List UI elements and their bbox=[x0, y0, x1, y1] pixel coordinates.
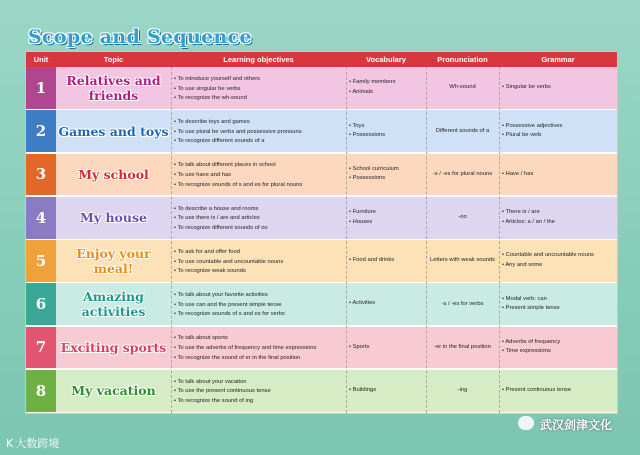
unit-number: 4 bbox=[26, 197, 56, 239]
objectives-item: • To use have and has bbox=[174, 172, 232, 179]
table-row bbox=[26, 154, 617, 196]
unit-number: 6 bbox=[26, 283, 56, 325]
objectives-item: • To describe a house and rooms bbox=[174, 205, 259, 212]
objectives-item: • To use countable and uncountable nouns bbox=[174, 258, 284, 265]
unit-number: 2 bbox=[26, 110, 56, 152]
objectives-item: • To introduce yourself and others bbox=[174, 75, 261, 82]
table-row bbox=[26, 327, 617, 369]
learning-objectives bbox=[171, 154, 346, 196]
objectives-item: • To use the present continuous tense bbox=[174, 388, 271, 395]
header-vocabulary: Vocabulary bbox=[366, 55, 406, 64]
objectives-item: • To recognize the sound of ing bbox=[174, 397, 254, 404]
grammar-item: • Any and some bbox=[502, 261, 543, 268]
table-row bbox=[26, 110, 617, 152]
vocabulary-item: • Toys bbox=[349, 122, 365, 129]
header-pronunciation: Pronunciation bbox=[437, 55, 488, 64]
grammar-item: • Plural be verb bbox=[502, 132, 542, 139]
pronunciation: Wh-sound bbox=[449, 84, 476, 91]
objectives-item: • To talk about different places in school bbox=[174, 162, 276, 169]
vocabulary-item: • Food and drinks bbox=[349, 257, 395, 264]
unit-topic: My house bbox=[80, 210, 147, 226]
table-row bbox=[26, 197, 617, 239]
objectives-item: • To use can and the present simple tense bbox=[174, 301, 282, 308]
column-divider bbox=[171, 67, 172, 413]
grammar-item: • Possessive adjectives bbox=[502, 122, 563, 129]
vocabulary-item: • School curriculum bbox=[349, 165, 399, 172]
learning-objectives bbox=[171, 370, 346, 412]
table-row bbox=[26, 283, 617, 325]
vocabulary-item: • Possessions bbox=[349, 132, 386, 139]
objectives-item: • To recognize the wh-sound bbox=[174, 95, 247, 102]
vocabulary bbox=[346, 197, 426, 239]
objectives-item: • To recognize different sounds of oo bbox=[174, 224, 268, 231]
grammar bbox=[499, 154, 617, 196]
watermark-left: K 大数跨境 bbox=[6, 437, 60, 450]
learning-objectives bbox=[171, 67, 346, 109]
grammar-item: • Time expressions bbox=[502, 348, 551, 355]
objectives-item: • To recognize weak sounds bbox=[174, 268, 246, 275]
grammar bbox=[499, 110, 617, 152]
unit-number: 5 bbox=[26, 240, 56, 282]
grammar-item: • Present simple tense bbox=[502, 305, 560, 312]
unit-topic: Amazing activities bbox=[81, 289, 146, 320]
grammar-item: • Have / has bbox=[502, 170, 534, 177]
learning-objectives bbox=[171, 327, 346, 369]
objectives-item: • To recognize the sound of er in the final position bbox=[174, 354, 301, 361]
grammar bbox=[499, 283, 617, 325]
objectives-item: • To use the adverbs of frequency and time expressions bbox=[174, 345, 317, 352]
grammar bbox=[499, 327, 617, 369]
vocabulary-item: • Sports bbox=[349, 343, 370, 350]
table-row bbox=[26, 67, 617, 109]
unit-topic: My school bbox=[78, 166, 149, 182]
objectives-item: • To recognize sounds of s and es for plural nouns bbox=[174, 181, 303, 188]
grammar-item: • Modal verb: can bbox=[502, 295, 547, 302]
objectives-item: • To describe toys and games bbox=[174, 119, 250, 126]
grammar bbox=[499, 197, 617, 239]
unit-topic: My vacation bbox=[71, 383, 156, 399]
objectives-item: • To talk about your favorite activities bbox=[174, 292, 268, 299]
learning-objectives bbox=[171, 240, 346, 282]
objectives-item: • To talk about sports bbox=[174, 335, 228, 342]
table-header bbox=[26, 52, 617, 67]
unit-number: 7 bbox=[26, 327, 56, 369]
objectives-item: • To recognize different sounds of a bbox=[174, 138, 265, 145]
vocabulary-item: • Buildings bbox=[349, 386, 377, 393]
header-grammar: Grammar bbox=[541, 55, 575, 64]
vocabulary bbox=[346, 240, 426, 282]
grammar-item: • Articles: a / an / the bbox=[502, 218, 555, 225]
scope-sequence-table bbox=[26, 52, 617, 413]
vocabulary bbox=[346, 370, 426, 412]
learning-objectives bbox=[171, 197, 346, 239]
vocabulary-item: • Furniture bbox=[349, 209, 376, 216]
vocabulary bbox=[346, 67, 426, 109]
learning-objectives bbox=[171, 283, 346, 325]
unit-topic: Exciting sports bbox=[60, 339, 167, 355]
grammar-item: • Singular be verbs bbox=[502, 84, 551, 91]
pronunciation: -oo bbox=[458, 214, 467, 221]
grammar-item: • Present continuous tense bbox=[502, 386, 572, 393]
header-topic: Topic bbox=[103, 55, 124, 64]
wechat-icon bbox=[518, 416, 534, 430]
column-divider bbox=[346, 67, 347, 413]
pronunciation: -s / -es for plural nouns bbox=[432, 170, 493, 177]
unit-topic: Relatives and friends bbox=[66, 72, 161, 103]
unit-topic: Games and toys bbox=[58, 123, 169, 139]
grammar-item: • There is / are bbox=[502, 209, 540, 216]
vocabulary-item: • Possessions bbox=[349, 175, 386, 182]
vocabulary bbox=[346, 110, 426, 152]
vocabulary-item: • Animals bbox=[349, 88, 373, 95]
grammar bbox=[499, 67, 617, 109]
pronunciation: -er in the final position bbox=[434, 343, 491, 350]
objectives-item: • To use there is / are and articles bbox=[174, 215, 260, 222]
column-divider bbox=[499, 67, 500, 413]
table-row bbox=[26, 370, 617, 412]
vocabulary-item: • Houses bbox=[349, 218, 373, 225]
unit-number: 8 bbox=[26, 370, 56, 412]
page-title: Scope and Sequence bbox=[28, 26, 252, 48]
header-unit: Unit bbox=[33, 55, 49, 64]
pronunciation: Letters with weak sounds bbox=[429, 257, 496, 264]
column-divider bbox=[426, 67, 427, 413]
grammar-item: • Adverbs of frequency bbox=[502, 338, 561, 345]
grammar bbox=[499, 370, 617, 412]
learning-objectives bbox=[171, 110, 346, 152]
objectives-item: • To use singular be verbs bbox=[174, 85, 241, 92]
unit-number: 3 bbox=[26, 154, 56, 196]
header-objectives: Learning objectives bbox=[223, 55, 294, 64]
vocabulary bbox=[346, 154, 426, 196]
pronunciation: Different sounds of a bbox=[435, 127, 490, 134]
vocabulary-item: • Family members bbox=[349, 79, 396, 86]
grammar bbox=[499, 240, 617, 282]
objectives-item: • To recognize sounds of s and es for verbs bbox=[174, 311, 285, 318]
watermark-right: 武汉剑津文化 bbox=[540, 418, 613, 432]
unit-number: 1 bbox=[26, 67, 56, 109]
objectives-item: • To ask for and offer food bbox=[174, 248, 240, 255]
pronunciation: -ing bbox=[457, 387, 468, 394]
vocabulary-item: • Activities bbox=[349, 300, 376, 307]
vocabulary bbox=[346, 327, 426, 369]
objectives-item: • To use plural be verbs and possessive pronouns bbox=[174, 128, 302, 135]
pronunciation: -s / -es for verbs bbox=[441, 300, 484, 307]
logo-icon: K bbox=[6, 437, 14, 450]
grammar-item: • Countable and uncountable nouns bbox=[502, 252, 594, 259]
table-row bbox=[26, 240, 617, 282]
objectives-item: • To talk about your vacation bbox=[174, 378, 247, 385]
vocabulary bbox=[346, 283, 426, 325]
unit-topic: Enjoy your meal! bbox=[76, 245, 151, 276]
